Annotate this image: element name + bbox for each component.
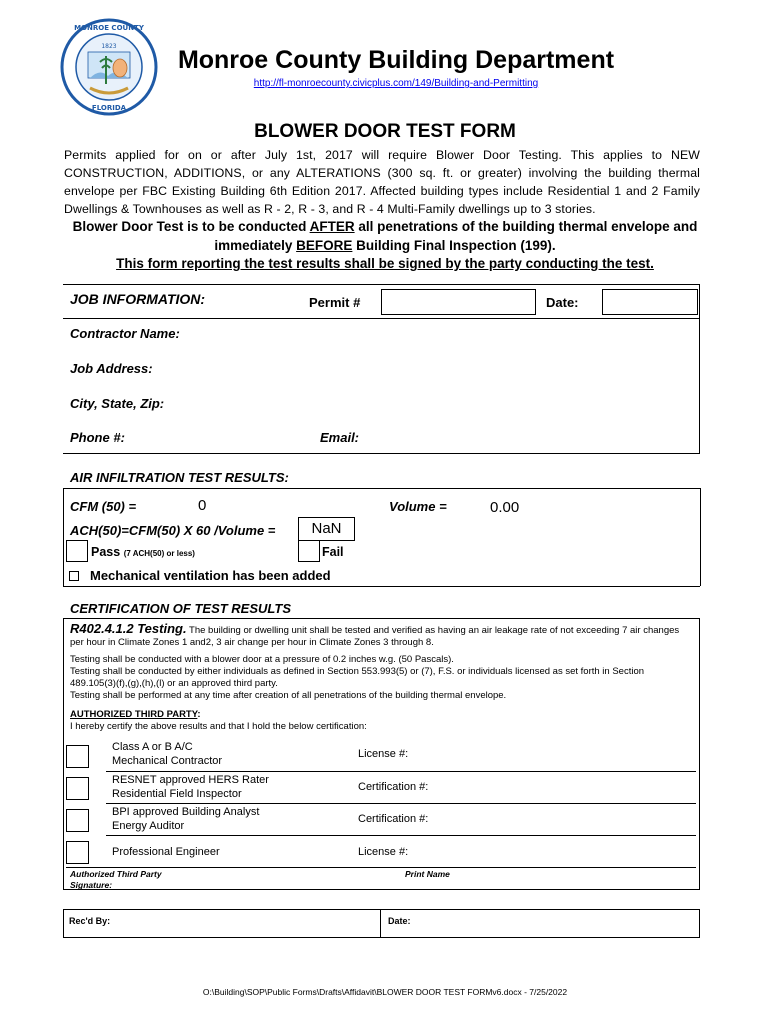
option-line: Residential Field Inspector — [112, 787, 242, 800]
option-row-bpi-analyst — [66, 804, 696, 836]
option-label — [112, 774, 269, 801]
city-state-zip-label: City, State, Zip: — [70, 396, 165, 411]
certification-number-label: Certification #: — [358, 813, 429, 825]
footer-file-path: O:\Building\SOP\Public Forms\Drafts\Affidavit\BLOWER DOOR TEST FORMv6.docx - 7/25/2022 — [202, 987, 568, 997]
fail-label: Fail — [322, 545, 344, 559]
phone-field[interactable] — [140, 424, 310, 450]
volume-value-field[interactable]: 0.00 — [490, 499, 520, 516]
divider — [63, 488, 64, 586]
pass-checkbox[interactable] — [66, 540, 88, 562]
air-section-title: AIR INFILTRATION TEST RESULTS: — [70, 470, 289, 485]
ac-contractor-checkbox[interactable] — [66, 745, 89, 768]
option-line: RESNET approved HERS Rater — [112, 774, 269, 786]
volume-label: Volume = — [389, 499, 447, 514]
signature-field[interactable] — [130, 878, 370, 890]
option-row-ac-contractor — [66, 740, 696, 772]
hers-rater-checkbox[interactable] — [66, 777, 89, 800]
ach-result-field[interactable]: NaN — [298, 517, 355, 541]
print-name-label: Print Name — [405, 869, 450, 879]
received-by-label: Rec'd By: — [69, 916, 111, 926]
notice-line-2: immediately BEFORE Building Final Inspection (199). — [214, 237, 556, 253]
pass-label: Pass (7 ACH(50) or less) — [91, 545, 195, 559]
certification-section-title: CERTIFICATION OF TEST RESULTS — [70, 601, 291, 616]
seal-state: FLORIDA — [91, 104, 127, 112]
certification-number-label: Certification #: — [358, 781, 429, 793]
seal-year: 1823 — [101, 43, 117, 50]
form-title: BLOWER DOOR TEST FORM — [254, 121, 516, 142]
code-text-timing: Testing shall be performed at any time after creation of all penetrations of the building thermal envelope. — [70, 690, 507, 701]
authorized-third-party-title: AUTHORIZED THIRD PARTY: — [70, 709, 201, 720]
bpi-analyst-checkbox[interactable] — [66, 809, 89, 832]
option-line: BPI approved Building Analyst — [112, 806, 260, 818]
received-date-label: Date: — [388, 916, 411, 926]
license-label: License #: — [358, 846, 409, 858]
certification-options — [66, 740, 696, 868]
fail-checkbox[interactable] — [298, 540, 320, 562]
code-text-individuals: Testing shall be conducted by either individuals as defined in Section 553.993(5) or (7), F.S. or individuals licensed as set forth in Section 489.105(3)(f),(g),(h),(l) or an approved third party. — [70, 666, 645, 690]
notice-block — [60, 218, 710, 274]
option-line: Mechanical Contractor — [112, 754, 223, 767]
option-line: Energy Auditor — [112, 819, 185, 832]
contractor-name-label: Contractor Name: — [70, 326, 180, 341]
cfm-value-field[interactable]: 0 — [198, 497, 207, 514]
department-url-link[interactable]: http://fl-monroecounty.civicplus.com/149/Building-and-Permitting — [253, 78, 539, 89]
received-by-field[interactable] — [120, 912, 375, 934]
divider — [63, 488, 700, 489]
monroe-county-seal — [60, 18, 158, 116]
code-text-pressure: Testing shall be conducted with a blower door at a pressure of 0.2 inches w.g. (50 Pascals). — [70, 654, 454, 665]
divider — [63, 318, 700, 319]
permit-label: Permit # — [309, 295, 361, 310]
notice-line-3: This form reporting the test results shall be signed by the party conducting the test. — [116, 256, 654, 271]
date-field[interactable] — [602, 289, 698, 315]
option-row-professional-engineer — [66, 836, 696, 868]
intro-paragraph: Permits applied for on or after July 1st, 2017 will require Blower Door Testing. This applies to NEW CONSTRUCTION, ADDITIONS, or any ALTERATIONS (300 sq. ft. or greater) involving the building thermal envelope per FBC Existing Building 6th Edition 2017. Affected building types include Residential 1 and 2 Family Dwellings & Townhouses as well as R - 2, R - 3, and R - 4 Multi-Family dwellings up to 3 stories. — [64, 148, 700, 216]
signature-label-line: Authorized Third Party — [70, 869, 162, 879]
notice-line-1: Blower Door Test is to be conducted AFTER all penetrations of the building thermal envelope and — [72, 219, 698, 234]
date-label: Date: — [546, 295, 579, 310]
professional-engineer-checkbox[interactable] — [66, 841, 89, 864]
option-row-hers-rater — [66, 772, 696, 804]
option-label: Professional Engineer — [112, 846, 220, 858]
ach-formula-label: ACH(50)=CFM(50) X 60 /Volume = — [70, 523, 276, 538]
contractor-name-field[interactable] — [190, 320, 695, 346]
license-label: License #: — [358, 748, 409, 760]
permit-number-field[interactable] — [381, 289, 536, 315]
option-line: Class A or B A/C — [112, 741, 193, 753]
job-address-field[interactable] — [165, 355, 695, 381]
seal-name: MONROE COUNTY — [74, 24, 144, 32]
cfm-label: CFM (50) = — [70, 499, 137, 514]
code-reference-text: R402.4.1.2 Testing. The building or dwelling unit shall be tested and verified as having an air leakage rate of not exceeding 7 air changes per hour in Climate Zones 1 and2, 3 air change per hour in Climate Zones 3 through 8. — [70, 621, 680, 649]
print-name-field[interactable] — [460, 868, 690, 886]
certify-statement: I hereby certify the above results and that I hold the below certification: — [70, 721, 367, 732]
email-label: Email: — [320, 430, 360, 445]
received-date-field[interactable] — [420, 912, 695, 934]
divider — [380, 909, 381, 938]
phone-label: Phone #: — [70, 430, 125, 445]
email-field[interactable] — [368, 424, 695, 450]
department-title: Monroe County Building Department — [177, 46, 615, 74]
signature-label-line: Signature: — [70, 879, 113, 890]
job-address-label: Job Address: — [70, 361, 153, 376]
option-label — [112, 806, 259, 833]
mechanical-ventilation-checkbox[interactable] — [69, 571, 79, 581]
option-label — [112, 741, 222, 768]
divider — [700, 488, 701, 586]
city-state-zip-field[interactable] — [180, 390, 695, 416]
job-section-title: JOB INFORMATION: — [70, 291, 206, 307]
divider — [63, 586, 700, 587]
mechanical-ventilation-label: Mechanical ventilation has been added — [90, 568, 331, 583]
